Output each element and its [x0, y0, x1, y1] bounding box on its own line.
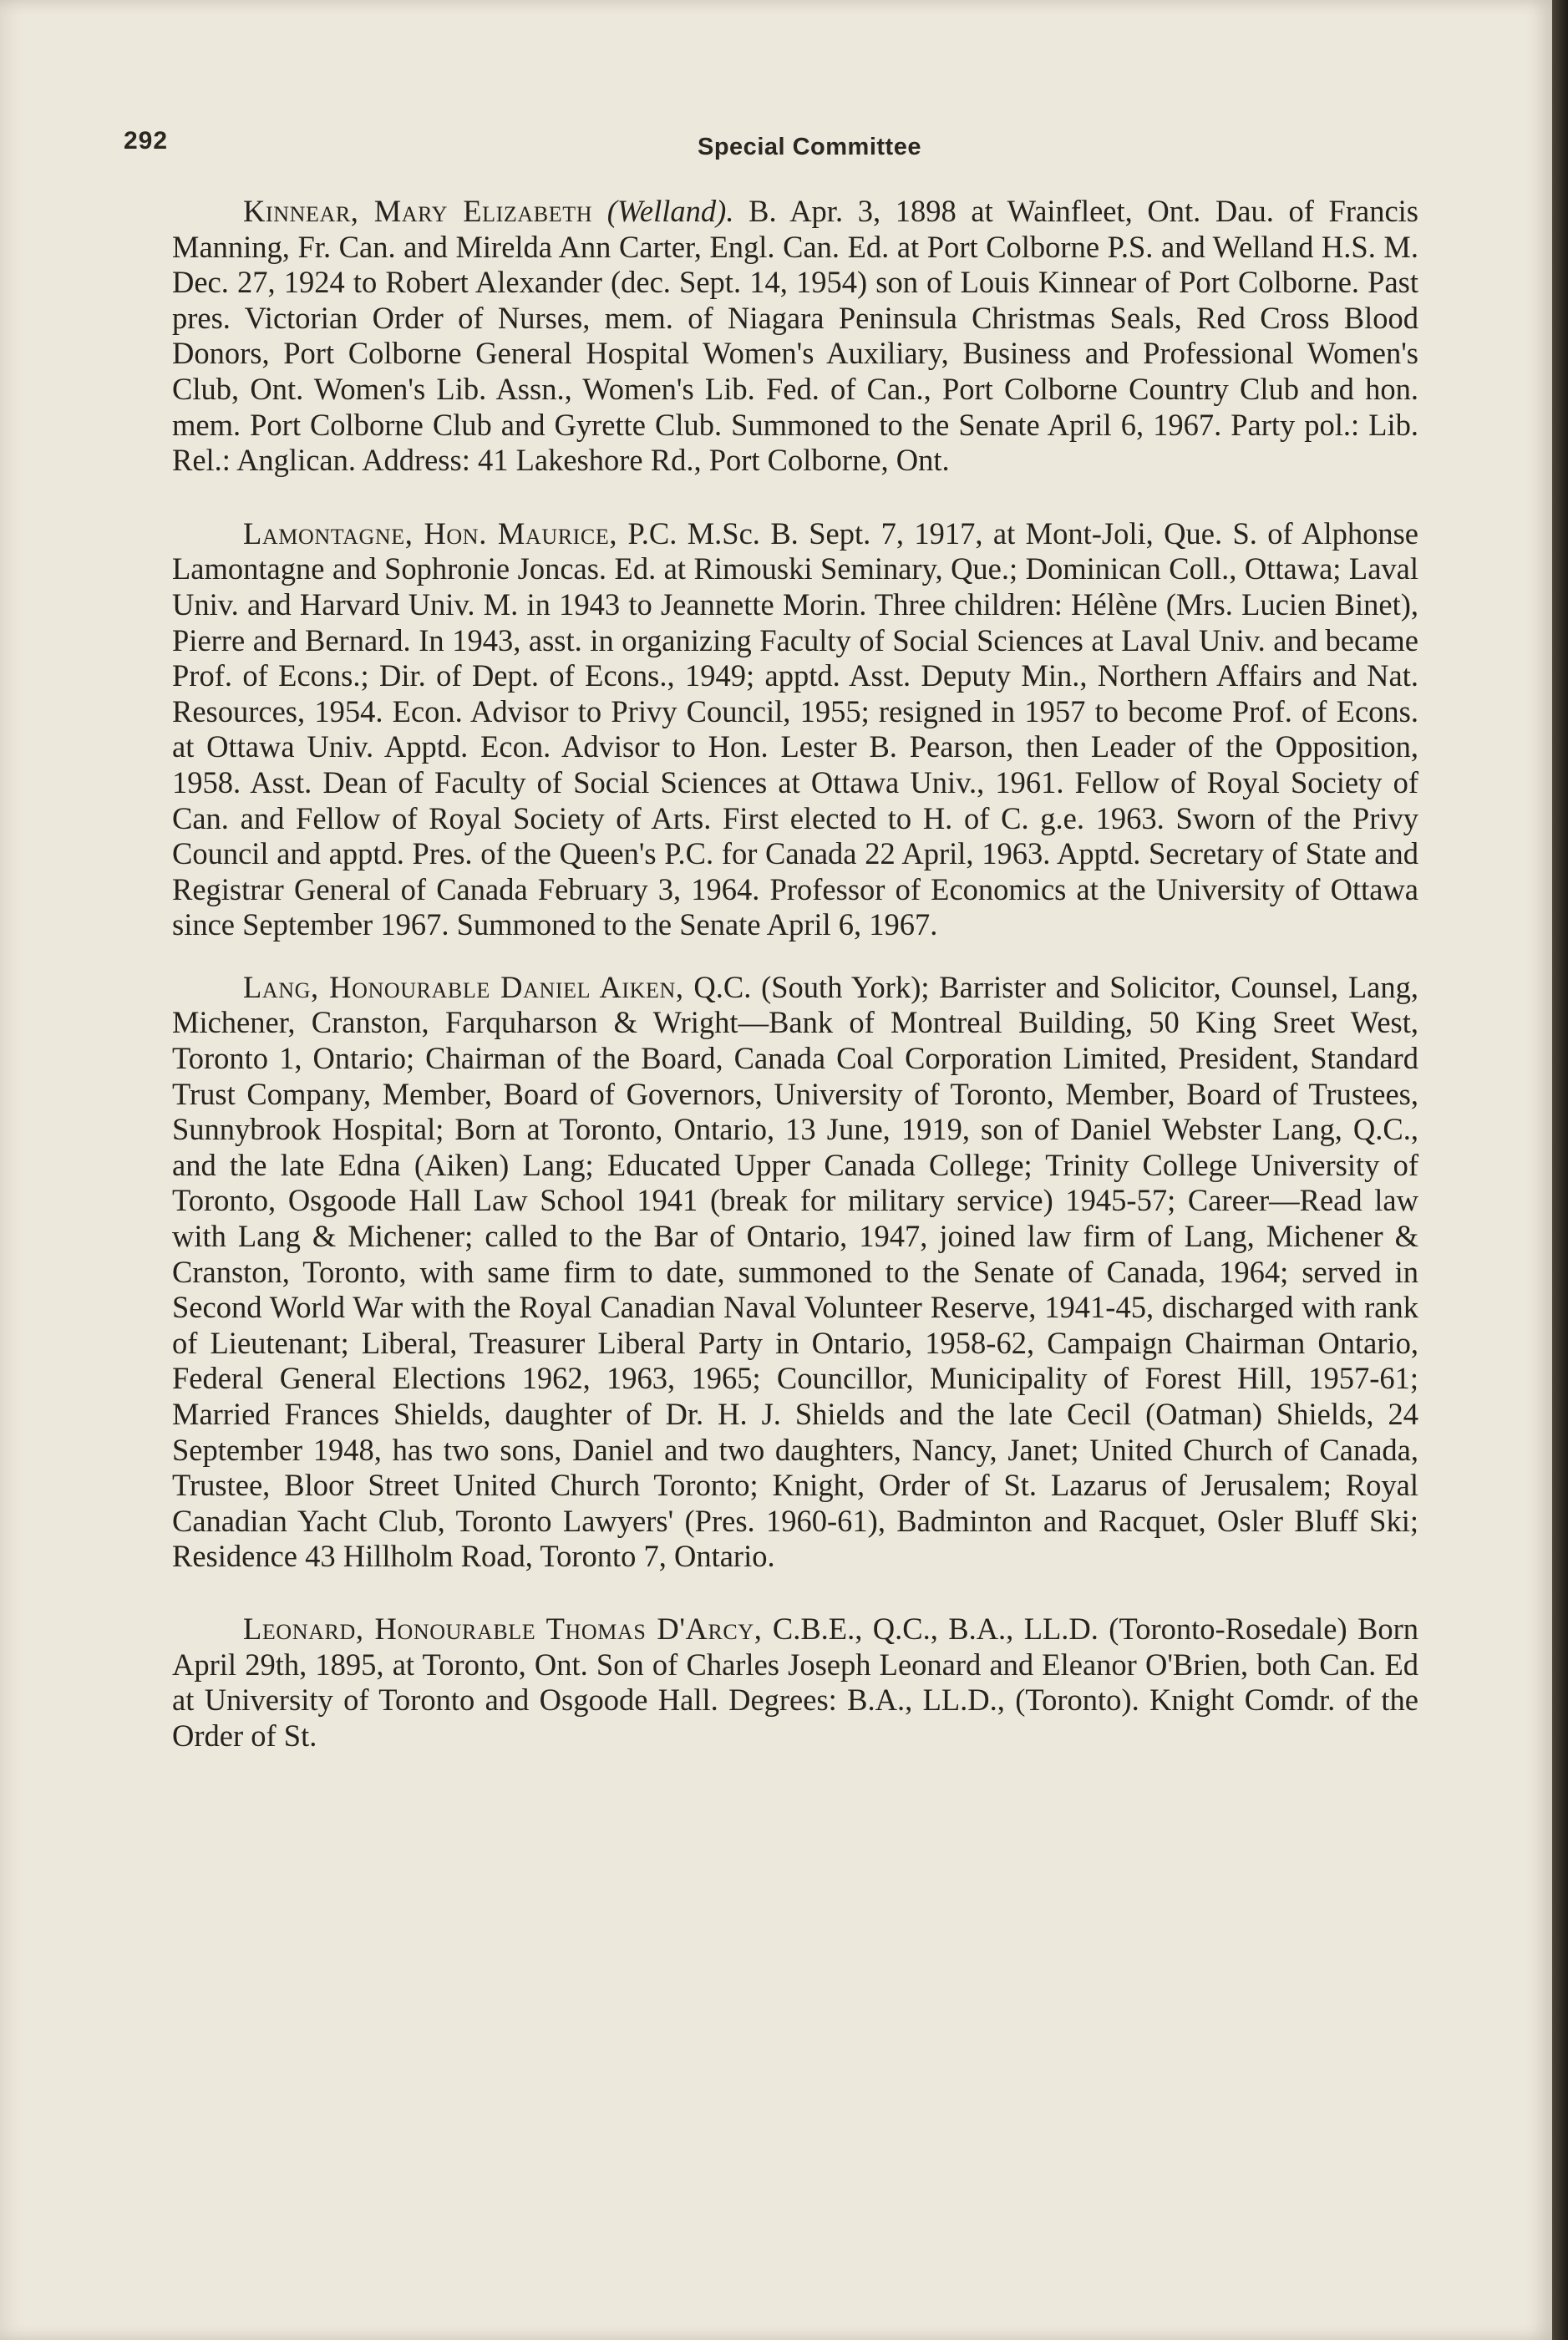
- entry-name: Lang, Honourable Daniel Aiken,: [243, 969, 684, 1004]
- entry-text: P.C. M.Sc. B. Sept. 7, 1917, at Mont-Joli, Que. S. of Alphonse Lamontagne and Sophronie Joncas. Ed. at Rimouski Seminary, Que.; Dominican Coll., Ottawa; Laval Univ. and Harvard Univ. M. in 1943 to Jeannette Morin. Three children: Hélène (Mrs. Lucien Binet), Pierre and Bernard. In 1943, asst. in organizing Faculty of Social Sciences at Laval Univ. and became Prof. of Econs.; Dir. of Dept. of Econs., 1949; apptd. Asst. Deputy Min., Northern Affairs and Nat. Resources, 1954. Econ. Advisor to Privy Council, 1955; resigned in 1957 to become Prof. of Econs. at Ottawa Univ. Apptd. Econ. Advisor to Hon. Lester B. Pearson, then Leader of the Opposition, 1958. Asst. Dean of Faculty of Social Sciences at Ottawa Univ., 1961. Fellow of Royal Society of Can. and Fellow of Royal Society of Arts. First elected to H. of C. g.e. 1963. Sworn of the Privy Council and apptd. Pres. of the Queen's P.C. for Canada 22 April, 1963. Apptd. Secretary of State and Registrar General of Canada February 3, 1964. Professor of Economics at the University of Ottawa since September 1967. Summoned to the Senate April 6, 1967.: [172, 515, 1418, 942]
- entry-name: Kinnear, Mary Elizabeth: [243, 194, 593, 228]
- entry-name: Lamontagne, Hon. Maurice,: [243, 515, 618, 551]
- entry-kinnear: [172, 194, 1418, 479]
- entry-leonard: [172, 1612, 1418, 1754]
- entry-text: Q.C. (South York); Barrister and Solicitor, Counsel, Lang, Michener, Cranston, Farquharson & Wright—Bank of Montreal Building, 50 King Sreet West, Toronto 1, Ontario; Chairman of the Board, Canada Coal Corporation Limited, President, Standard Trust Company, Member, Board of Governors, University of Toronto, Member, Board of Trustees, Sunnybrook Hospital; Born at Toronto, Ontario, 13 June, 1919, son of Daniel Webster Lang, Q.C., and the late Edna (Aiken) Lang; Educated Upper Canada College; Trinity College University of Toronto, Osgoode Hall Law School 1941 (break for military service) 1945-57; Career—Read law with Lang & Michener; called to the Bar of Ontario, 1947, joined law firm of Lang, Michener & Cranston, Toronto, with same firm to date, summoned to the Senate of Canada, 1964; served in Second World War with the Royal Canadian Naval Volunteer Reserve, 1941-45, discharged with rank of Lieutenant; Liberal, Treasurer Liberal Party in Ontario, 1958-62, Campaign Chairman Ontario, Federal General Elections 1962, 1963, 1965; Councillor, Municipality of Forest Hill, 1957-61; Married Frances Shields, daughter of Dr. H. J. Shields and the late Cecil (Oatman) Shields, 24 September 1948, has two sons, Daniel and two daughters, Nancy, Janet; United Church of Canada, Trustee, Bloor Street United Church Toronto; Knight, Order of St. Lazarus of Jerusalem; Royal Canadian Yacht Club, Toronto Lawyers' (Pres. 1960-61), Badminton and Racquet, Osler Bluff Ski; Residence 43 Hillholm Road, Toronto 7, Ontario.: [172, 969, 1418, 1574]
- running-title: Special Committee: [698, 134, 921, 160]
- entry-text: C.B.E., Q.C., B.A., LL.D. (Toronto-Rosedale) Born April 29th, 1895, at Toronto, Ont. Son of Charles Joseph Leonard and Eleanor O'Brien, both Can. Ed at University of Toronto and Osgoode Hall. Degrees: B.A., LL.D., (Toronto). Knight Comdr. of the Order of St.: [172, 1611, 1418, 1753]
- page-edge: [1552, 0, 1568, 2340]
- entry-lamontagne: [172, 516, 1418, 943]
- entry-riding: (Welland).: [606, 194, 734, 228]
- page-number: 292: [124, 127, 169, 155]
- body-text: [172, 194, 1418, 1754]
- entry-lang: [172, 970, 1418, 1575]
- entry-name: Leonard, Honourable Thomas D'Arcy,: [243, 1611, 763, 1646]
- entry-text: B. Apr. 3, 1898 at Wainfleet, Ont. Dau. of Francis Manning, Fr. Can. and Mirelda Ann Carter, Engl. Can. Ed. at Port Colborne P.S. and Welland H.S. M. Dec. 27, 1924 to Robert Alexander (dec. Sept. 14, 1954) son of Louis Kinnear of Port Colborne. Past pres. Victorian Order of Nurses, mem. of Niagara Peninsula Christmas Seals, Red Cross Blood Donors, Port Colborne General Hospital Women's Auxiliary, Business and Professional Women's Club, Ont. Women's Lib. Assn., Women's Lib. Fed. of Can., Port Colborne Country Club and hon. mem. Port Colborne Club and Gyrette Club. Summoned to the Senate April 6, 1967. Party pol.: Lib. Rel.: Anglican. Address: 41 Lakeshore Rd., Port Colborne, Ont.: [172, 194, 1418, 478]
